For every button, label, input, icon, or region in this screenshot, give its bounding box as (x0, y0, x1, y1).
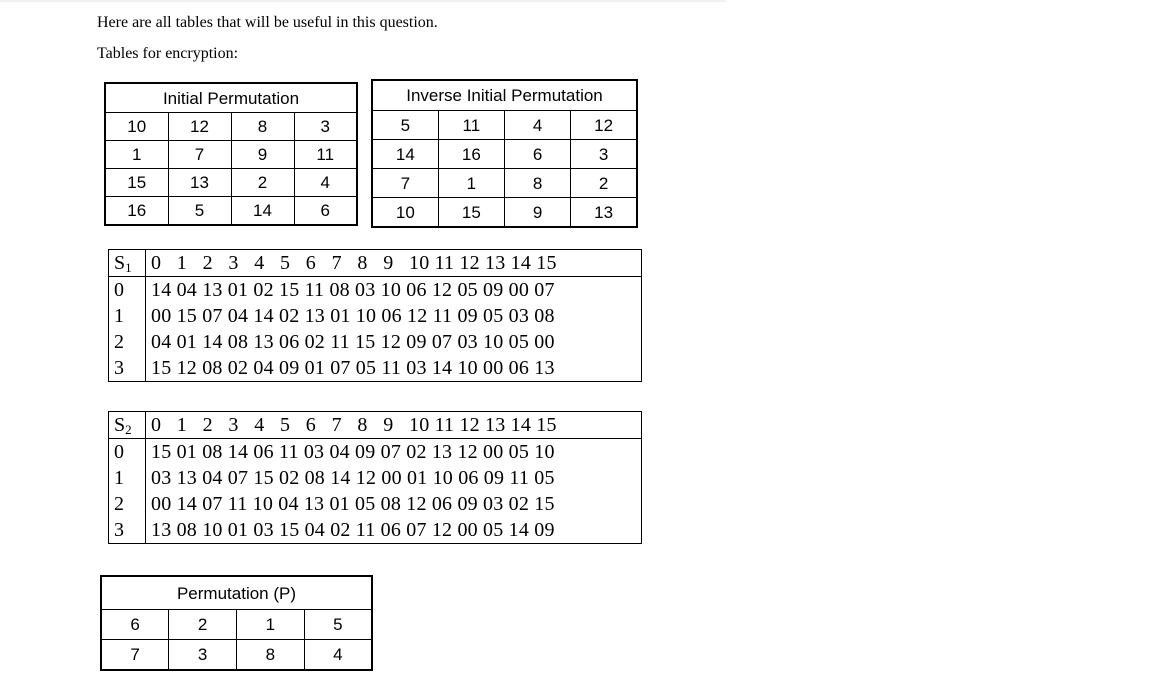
sbox-label: $S_1$ (109, 250, 146, 277)
table-cell: 16 (438, 140, 504, 169)
table-cell: 6 (505, 140, 571, 169)
table-row (105, 141, 357, 169)
table-title: Initial Permutation (105, 83, 357, 113)
table-cell: 2 (231, 169, 294, 197)
table-cell: 3 (169, 640, 237, 671)
row-values: 13 08 10 01 03 15 04 02 11 06 07 12 00 05 14 09 (151, 519, 555, 541)
table-cell: 4 (505, 111, 571, 140)
encryption-label: Tables for encryption: (97, 45, 239, 62)
table-row (109, 517, 642, 544)
table-cell: 14 (231, 197, 294, 226)
table-row (109, 465, 642, 491)
table-cell: 11 (294, 141, 357, 169)
table-cell: 1 (105, 141, 168, 169)
top-divider (0, 0, 726, 2)
table-row (109, 491, 642, 517)
table-cell: 5 (372, 111, 438, 140)
table-row (372, 111, 637, 140)
row-label: 1 (109, 303, 146, 329)
row-label: 1 (109, 465, 146, 491)
table-row (372, 140, 637, 169)
sbox-column-headers: 0 1 2 3 4 5 6 7 8 9 10 11 12 13 14 15 (146, 412, 642, 439)
table-title: Inverse Initial Permutation (372, 80, 637, 111)
row-values: 15 01 08 14 06 11 03 04 09 07 02 13 12 00 05 10 (151, 441, 555, 463)
table-cell: 1 (438, 169, 504, 198)
table-cell: 9 (231, 141, 294, 169)
table-row (101, 610, 372, 640)
table-cell: 8 (505, 169, 571, 198)
table-cell: 14 (372, 140, 438, 169)
row-label: 3 (109, 517, 146, 544)
table-cell: 7 (372, 169, 438, 198)
table-row (109, 277, 642, 304)
row-values: 15 12 08 02 04 09 01 07 05 11 03 14 10 00 06 13 (151, 357, 555, 379)
row-label: 0 (109, 277, 146, 304)
table-cell: 15 (438, 198, 504, 228)
table-row (109, 355, 642, 382)
table-cell: 7 (168, 141, 231, 169)
table-cell: 5 (304, 610, 372, 640)
s1-box-table (108, 249, 642, 382)
inverse-initial-permutation-table (371, 79, 638, 228)
table-cell: 7 (101, 640, 169, 671)
initial-permutation-table (104, 82, 358, 226)
table-cell: 16 (105, 197, 168, 226)
s2-box-table (108, 411, 642, 544)
table-cell: 12 (168, 113, 231, 141)
table-cell: 10 (105, 113, 168, 141)
table-cell: 4 (304, 640, 372, 671)
table-cell: 5 (168, 197, 231, 226)
intro-text: Here are all tables that will be useful in this question. (97, 14, 438, 31)
table-cell: 3 (571, 140, 637, 169)
table-cell: 3 (294, 113, 357, 141)
table-row (372, 169, 637, 198)
table-cell: 9 (505, 198, 571, 228)
table-cell: 2 (571, 169, 637, 198)
table-row (101, 640, 372, 671)
table-cell: 8 (231, 113, 294, 141)
row-values: 14 04 13 01 02 15 11 08 03 10 06 12 05 09 00 07 (151, 279, 555, 301)
permutation-p-table (100, 575, 373, 671)
row-values: 04 01 14 08 13 06 02 11 15 12 09 07 03 10 05 00 (151, 331, 555, 353)
row-label: 3 (109, 355, 146, 382)
table-header-row (109, 412, 642, 439)
table-cell: 15 (105, 169, 168, 197)
table-cell: 12 (571, 111, 637, 140)
table-title: Permutation (P) (101, 576, 372, 610)
row-values: 03 13 04 07 15 02 08 14 12 00 01 10 06 09 11 05 (151, 467, 555, 489)
table-cell: 8 (237, 640, 305, 671)
table-row (105, 169, 357, 197)
row-values: 00 14 07 11 10 04 13 01 05 08 12 06 09 03 02 15 (151, 493, 555, 515)
sbox-label: $S_2$ (109, 412, 146, 439)
table-cell: 1 (237, 610, 305, 640)
table-cell: 13 (168, 169, 231, 197)
table-row (109, 329, 642, 355)
row-values: 00 15 07 04 14 02 13 01 10 06 12 11 09 05 03 08 (151, 305, 555, 327)
row-label: 0 (109, 439, 146, 466)
table-cell: 4 (294, 169, 357, 197)
table-row (105, 113, 357, 141)
table-cell: 10 (372, 198, 438, 228)
table-row (109, 303, 642, 329)
table-cell: 2 (169, 610, 237, 640)
table-header-row (109, 250, 642, 277)
row-label: 2 (109, 491, 146, 517)
table-row (105, 197, 357, 226)
table-cell: 6 (101, 610, 169, 640)
table-cell: 6 (294, 197, 357, 226)
sbox-column-headers: 0 1 2 3 4 5 6 7 8 9 10 11 12 13 14 15 (146, 250, 642, 277)
table-cell: 13 (571, 198, 637, 228)
table-row (109, 439, 642, 466)
table-cell: 11 (438, 111, 504, 140)
row-label: 2 (109, 329, 146, 355)
table-row (372, 198, 637, 228)
